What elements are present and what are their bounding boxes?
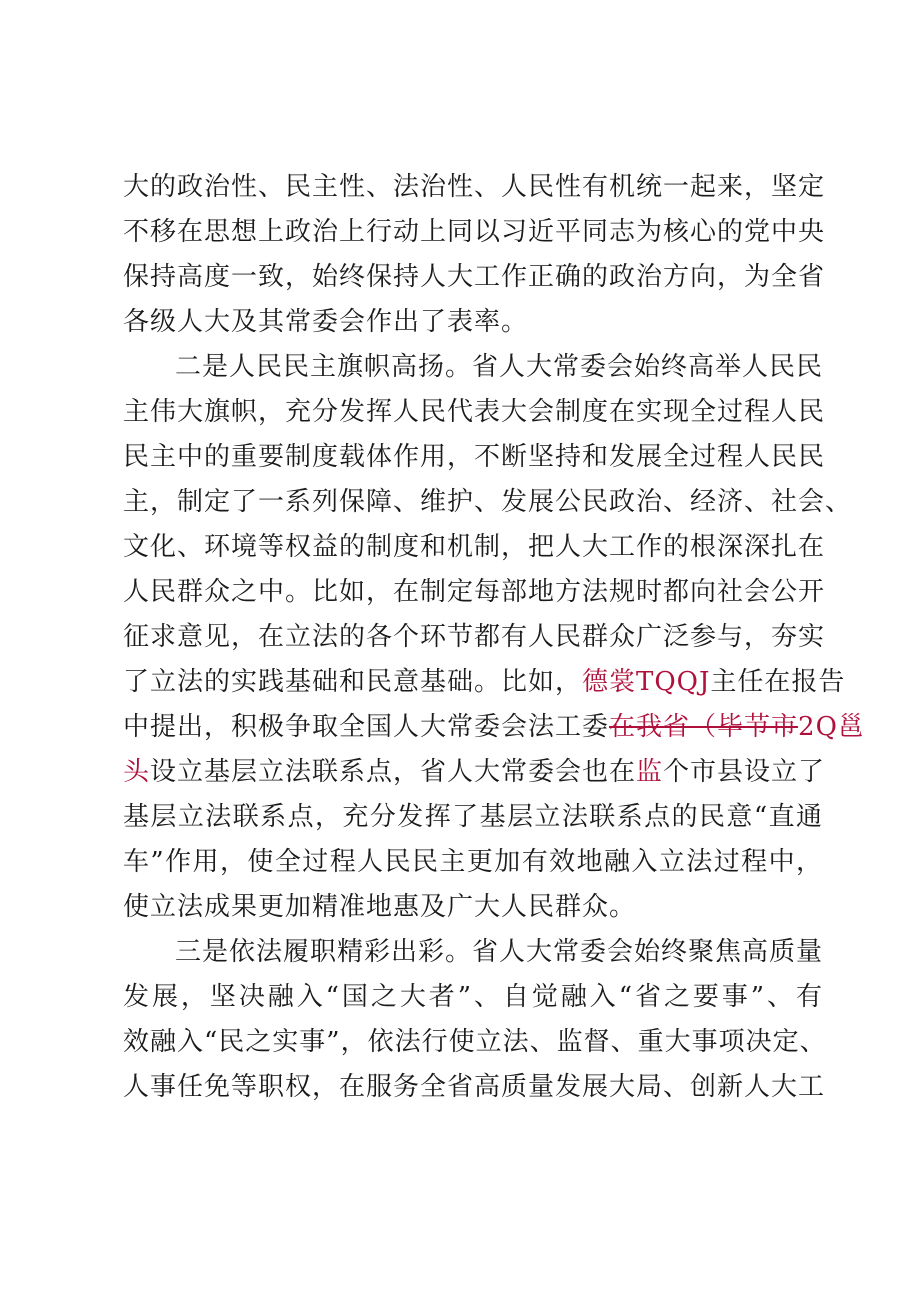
text-segment: 中提出，积极争取全国人大常委会法工委 — [123, 712, 610, 742]
revision-mark: 2Q邕 — [798, 712, 865, 742]
text-line: 不移在思想上政治上行动上同以习近平同志为核心的党中央 — [123, 217, 826, 247]
text-line: 大的政治性、民主性、法治性、人民性有机统一起来，坚定 — [123, 172, 826, 202]
text-line: 基层立法联系点，充分发挥了基层立法联系点的民意“直通 — [123, 802, 823, 832]
text-line: 人民群众之中。比如，在制定每部地方法规时都向社会公开 — [123, 577, 826, 607]
text-segment: 设立基层立法联系点，省人大常委会也在 — [150, 757, 637, 787]
text-line-with-revision — [123, 660, 846, 705]
revision-mark: 德裳TQQJ — [582, 667, 711, 697]
text-line: 征求意见，在立法的各个环节都有人民群众广泛参与，夯实 — [123, 622, 826, 652]
body-text — [123, 165, 865, 1110]
text-line-with-revision — [123, 705, 865, 750]
revision-mark: 头 — [123, 757, 151, 787]
text-line: 保持高度一致，始终保持人大工作正确的政治方向，为全省 — [123, 262, 826, 292]
text-segment: 个市县设立了 — [663, 757, 826, 787]
text-line: 主，制定了一系列保障、维护、发展公民政治、经济、社会、 — [123, 487, 853, 517]
paragraph-3-start: 三是依法履职精彩出彩。省人大常委会始终聚焦高质量 — [175, 937, 824, 967]
text-segment: 主任在报告 — [710, 667, 846, 697]
text-line: 各级人大及其常委会作出了表率。 — [123, 307, 529, 337]
paragraph-2-start: 二是人民民主旗帜高扬。省人大常委会始终高举人民民 — [175, 352, 824, 382]
text-line: 主伟大旗帜，充分发挥人民代表大会制度在实现全过程人民 — [123, 397, 826, 427]
text-line: 效融入“民之实事”，依法行使立法、监督、重大事项决定、 — [123, 1027, 827, 1057]
strikethrough-revision: 在我省（毕节市 — [609, 712, 799, 742]
text-line: 民主中的重要制度载体作用，不断坚持和发展全过程人民民 — [123, 442, 826, 472]
text-line: 文化、环境等权益的制度和机制，把人大工作的根深深扎在 — [123, 532, 826, 562]
revision-mark: 监 — [636, 757, 664, 787]
text-line-with-revision — [123, 750, 826, 795]
text-line: 使立法成果更加精准地惠及广大人民群众。 — [123, 892, 637, 922]
text-line: 车”作用，使全过程人民民主更加有效地融入立法过程中， — [123, 847, 823, 877]
text-line: 发展，坚决融入“国之大者”、自觉融入“省之要事”、有 — [123, 982, 823, 1012]
text-line: 人事任免等职权，在服务全省高质量发展大局、创新人大工 — [123, 1072, 826, 1102]
text-segment: 了立法的实践基础和民意基础。比如， — [123, 667, 583, 697]
